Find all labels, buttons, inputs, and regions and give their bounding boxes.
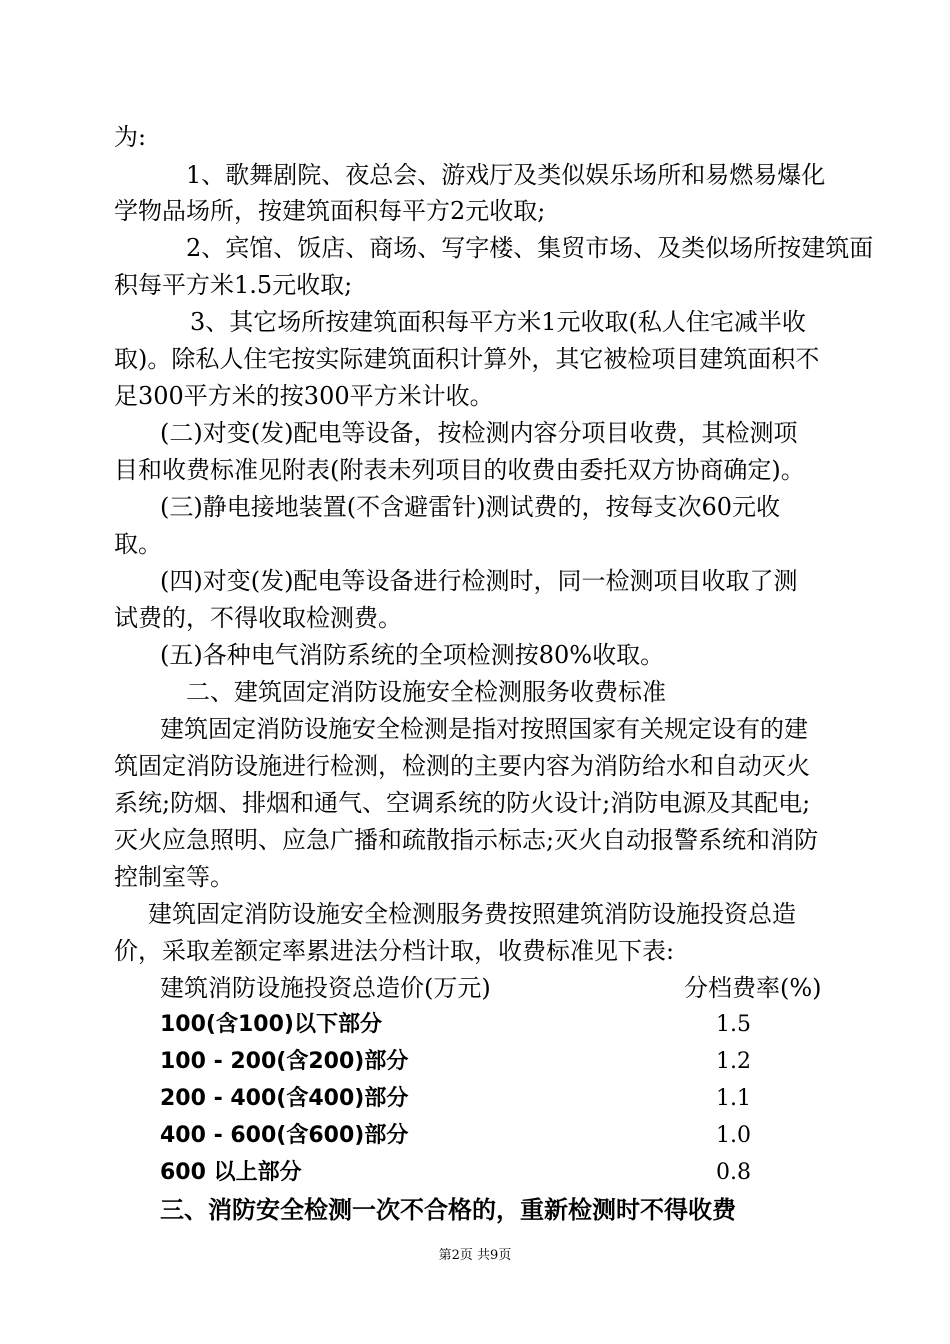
text-line: 足300平方米的按300平方米计收。 — [114, 382, 494, 410]
section-heading: 二、建筑固定消防设施安全检测服务收费标准 — [186, 678, 666, 706]
text-line: (三)静电接地装置(不含避雷针)测试费的，按每支次60元收 — [160, 493, 780, 521]
row-rate: 1.5 — [716, 1012, 751, 1037]
text-line: 建筑固定消防设施安全检测服务费按照建筑消防设施投资总造 — [148, 900, 796, 928]
text-line: 学物品场所，按建筑面积每平方2元收取; — [114, 197, 546, 225]
row-range: 600 以上部分 — [160, 1160, 302, 1185]
row-range: 400 - 600(含600)部分 — [160, 1123, 409, 1148]
text-line: 控制室等。 — [114, 863, 234, 891]
text-line: 价，采取差额定率累进法分档计取，收费标准见下表: — [114, 937, 675, 965]
text-line: 积每平方米1.5元收取; — [114, 271, 353, 299]
page-footer: 第2页 共9页 — [438, 1248, 512, 1263]
text-line: 试费的，不得收取检测费。 — [114, 604, 402, 632]
text-line: 2、宾馆、饭店、商场、写字楼、集贸市场、及类似场所按建筑面 — [186, 234, 874, 262]
text-line: 取。 — [114, 530, 162, 558]
row-rate: 1.1 — [716, 1086, 751, 1111]
text-line: 3、其它场所按建筑面积每平方米1元收取(私人住宅减半收 — [190, 308, 806, 336]
text-line: 建筑固定消防设施安全检测是指对按照国家有关规定设有的建 — [160, 715, 808, 743]
row-range: 100 - 200(含200)部分 — [160, 1049, 409, 1074]
text-line: 目和收费标准见附表(附表未列项目的收费由委托双方协商确定)。 — [114, 456, 805, 484]
text-line: (五)各种电气消防系统的全项检测按80%收取。 — [160, 641, 665, 669]
text-line: (二)对变(发)配电等设备，按检测内容分项目收费，其检测项 — [160, 419, 798, 447]
row-rate: 1.2 — [716, 1049, 751, 1074]
text-line: 系统;防烟、排烟和通气、空调系统的防火设计;消防电源及其配电; — [114, 789, 811, 817]
row-rate: 0.8 — [716, 1160, 751, 1185]
text-line: 1、歌舞剧院、夜总会、游戏厅及类似娱乐场所和易燃易爆化 — [186, 161, 826, 189]
table-header-rate: 分档费率(%) — [684, 974, 822, 1002]
section-3-heading: 三、消防安全检测一次不合格的，重新检测时不得收费 — [160, 1196, 736, 1224]
text-line: 灭火应急照明、应急广播和疏散指示标志;灭火自动报警系统和消防 — [114, 826, 819, 854]
text-line: 取)。除私人住宅按实际建筑面积计算外，其它被检项目建筑面积不 — [114, 345, 820, 373]
row-range: 200 - 400(含400)部分 — [160, 1086, 409, 1111]
table-header-range: 建筑消防设施投资总造价(万元) — [160, 974, 491, 1002]
row-rate: 1.0 — [716, 1123, 751, 1148]
text-line: 筑固定消防设施进行检测，检测的主要内容为消防给水和自动灭火 — [114, 752, 810, 780]
text-line: 为: — [114, 123, 147, 151]
text-line: (四)对变(发)配电等设备进行检测时，同一检测项目收取了测 — [160, 567, 798, 595]
row-range: 100(含100)以下部分 — [160, 1012, 382, 1037]
